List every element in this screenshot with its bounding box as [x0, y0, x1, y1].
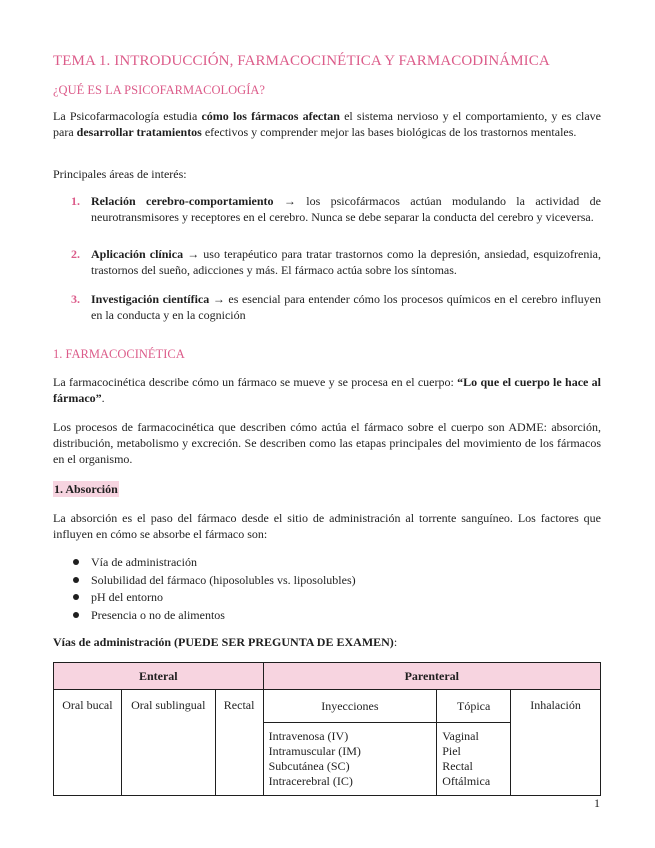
enteral-header: Enteral — [54, 663, 264, 690]
factor-item: pH del entorno — [53, 589, 356, 607]
psicofarmacologia-intro: La Psicofarmacología estudia cómo los fármacos afectan el sistema nervioso y el comportamiento, y es clave para desarrollar tratamientos efectivos y comprender mejor las bases biológicas de los trastornos mentales. — [53, 109, 602, 139]
farmacocinetica-definition: La farmacocinética describe cómo un fármaco se mueve y se procesa en el cuerpo: “Lo que el cuerpo le hace al fármaco”. — [53, 375, 602, 405]
document-title: TEMA 1. INTRODUCCIÓN, FARMACOCINÉTICA Y FARMACODINÁMICA — [53, 53, 550, 69]
inyecciones-list: Intravenosa (IV) Intramuscular (IM) Subcutánea (SC) Intracerebral (IC) — [263, 723, 437, 796]
oral-sublingual-cell: Oral sublingual — [121, 690, 215, 796]
factor-item: Vía de administración — [53, 554, 356, 572]
absorcion-paragraph: La absorción es el paso del fármaco desde el sitio de administración al torrente sanguíneo. Los factores que influyen en cómo se absorbe el fármaco son: — [53, 511, 601, 541]
factor-item: Presencia o no de alimentos — [53, 607, 356, 625]
farmacocinetica-heading: 1. FARMACOCINÉTICA — [53, 347, 185, 361]
bullet-icon — [73, 559, 79, 565]
area-item-1: 1. Relación cerebro-comportamiento → los psicofármacos actúan modulando la actividad de neurotransmisores y receptores en el cerebro. Nunca se debe separar la conducta del cerebro y viceversa. — [71, 194, 601, 224]
bullet-icon — [73, 577, 79, 583]
absorcion-factors-list — [53, 554, 356, 624]
page-number: 1 — [594, 796, 600, 810]
vias-heading: Vías de administración (PUEDE SER PREGUNTA DE EXAMEN): — [53, 635, 398, 649]
area-item-2: 2. Aplicación clínica → uso terapéutico para tratar trastornos como la depresión, ansiedad, esquizofrenia, trastornos del sueño, adicciones y más. El fármaco actúa sobre los síntomas. — [71, 247, 601, 277]
rectal-cell: Rectal — [215, 690, 263, 796]
adme-paragraph: Los procesos de farmacocinética que describen cómo actúa el fármaco sobre el cuerpo son ADME: absorción, distribución, metabolismo y excreción. Se describen como las etapas principales del movimiento de los fármacos en el organismo. — [53, 420, 601, 466]
parenteral-header: Parenteral — [263, 663, 600, 690]
inhalacion-cell: Inhalación — [511, 690, 601, 796]
bullet-icon — [73, 594, 79, 600]
areas-label: Principales áreas de interés: — [53, 167, 187, 181]
area-item-3: 3. Investigación científica → es esencial para entender cómo los procesos químicos en el cerebro influyen en la conducta y en la cognición — [71, 292, 601, 322]
topica-header: Tópica — [437, 690, 511, 723]
psicofarmacologia-heading: ¿QUÉ ES LA PSICOFARMACOLOGÍA? — [53, 83, 265, 97]
topica-list: Vaginal Piel Rectal Oftálmica — [437, 723, 511, 796]
vias-table — [53, 662, 601, 796]
factor-item: Solubilidad del fármaco (hiposolubles vs. liposolubles) — [53, 572, 356, 590]
inyecciones-header: Inyecciones — [263, 690, 437, 723]
oral-bucal-cell: Oral bucal — [54, 690, 122, 796]
areas-list — [53, 193, 601, 323]
bullet-icon — [73, 612, 79, 618]
absorcion-heading: 1. Absorción — [54, 482, 118, 496]
